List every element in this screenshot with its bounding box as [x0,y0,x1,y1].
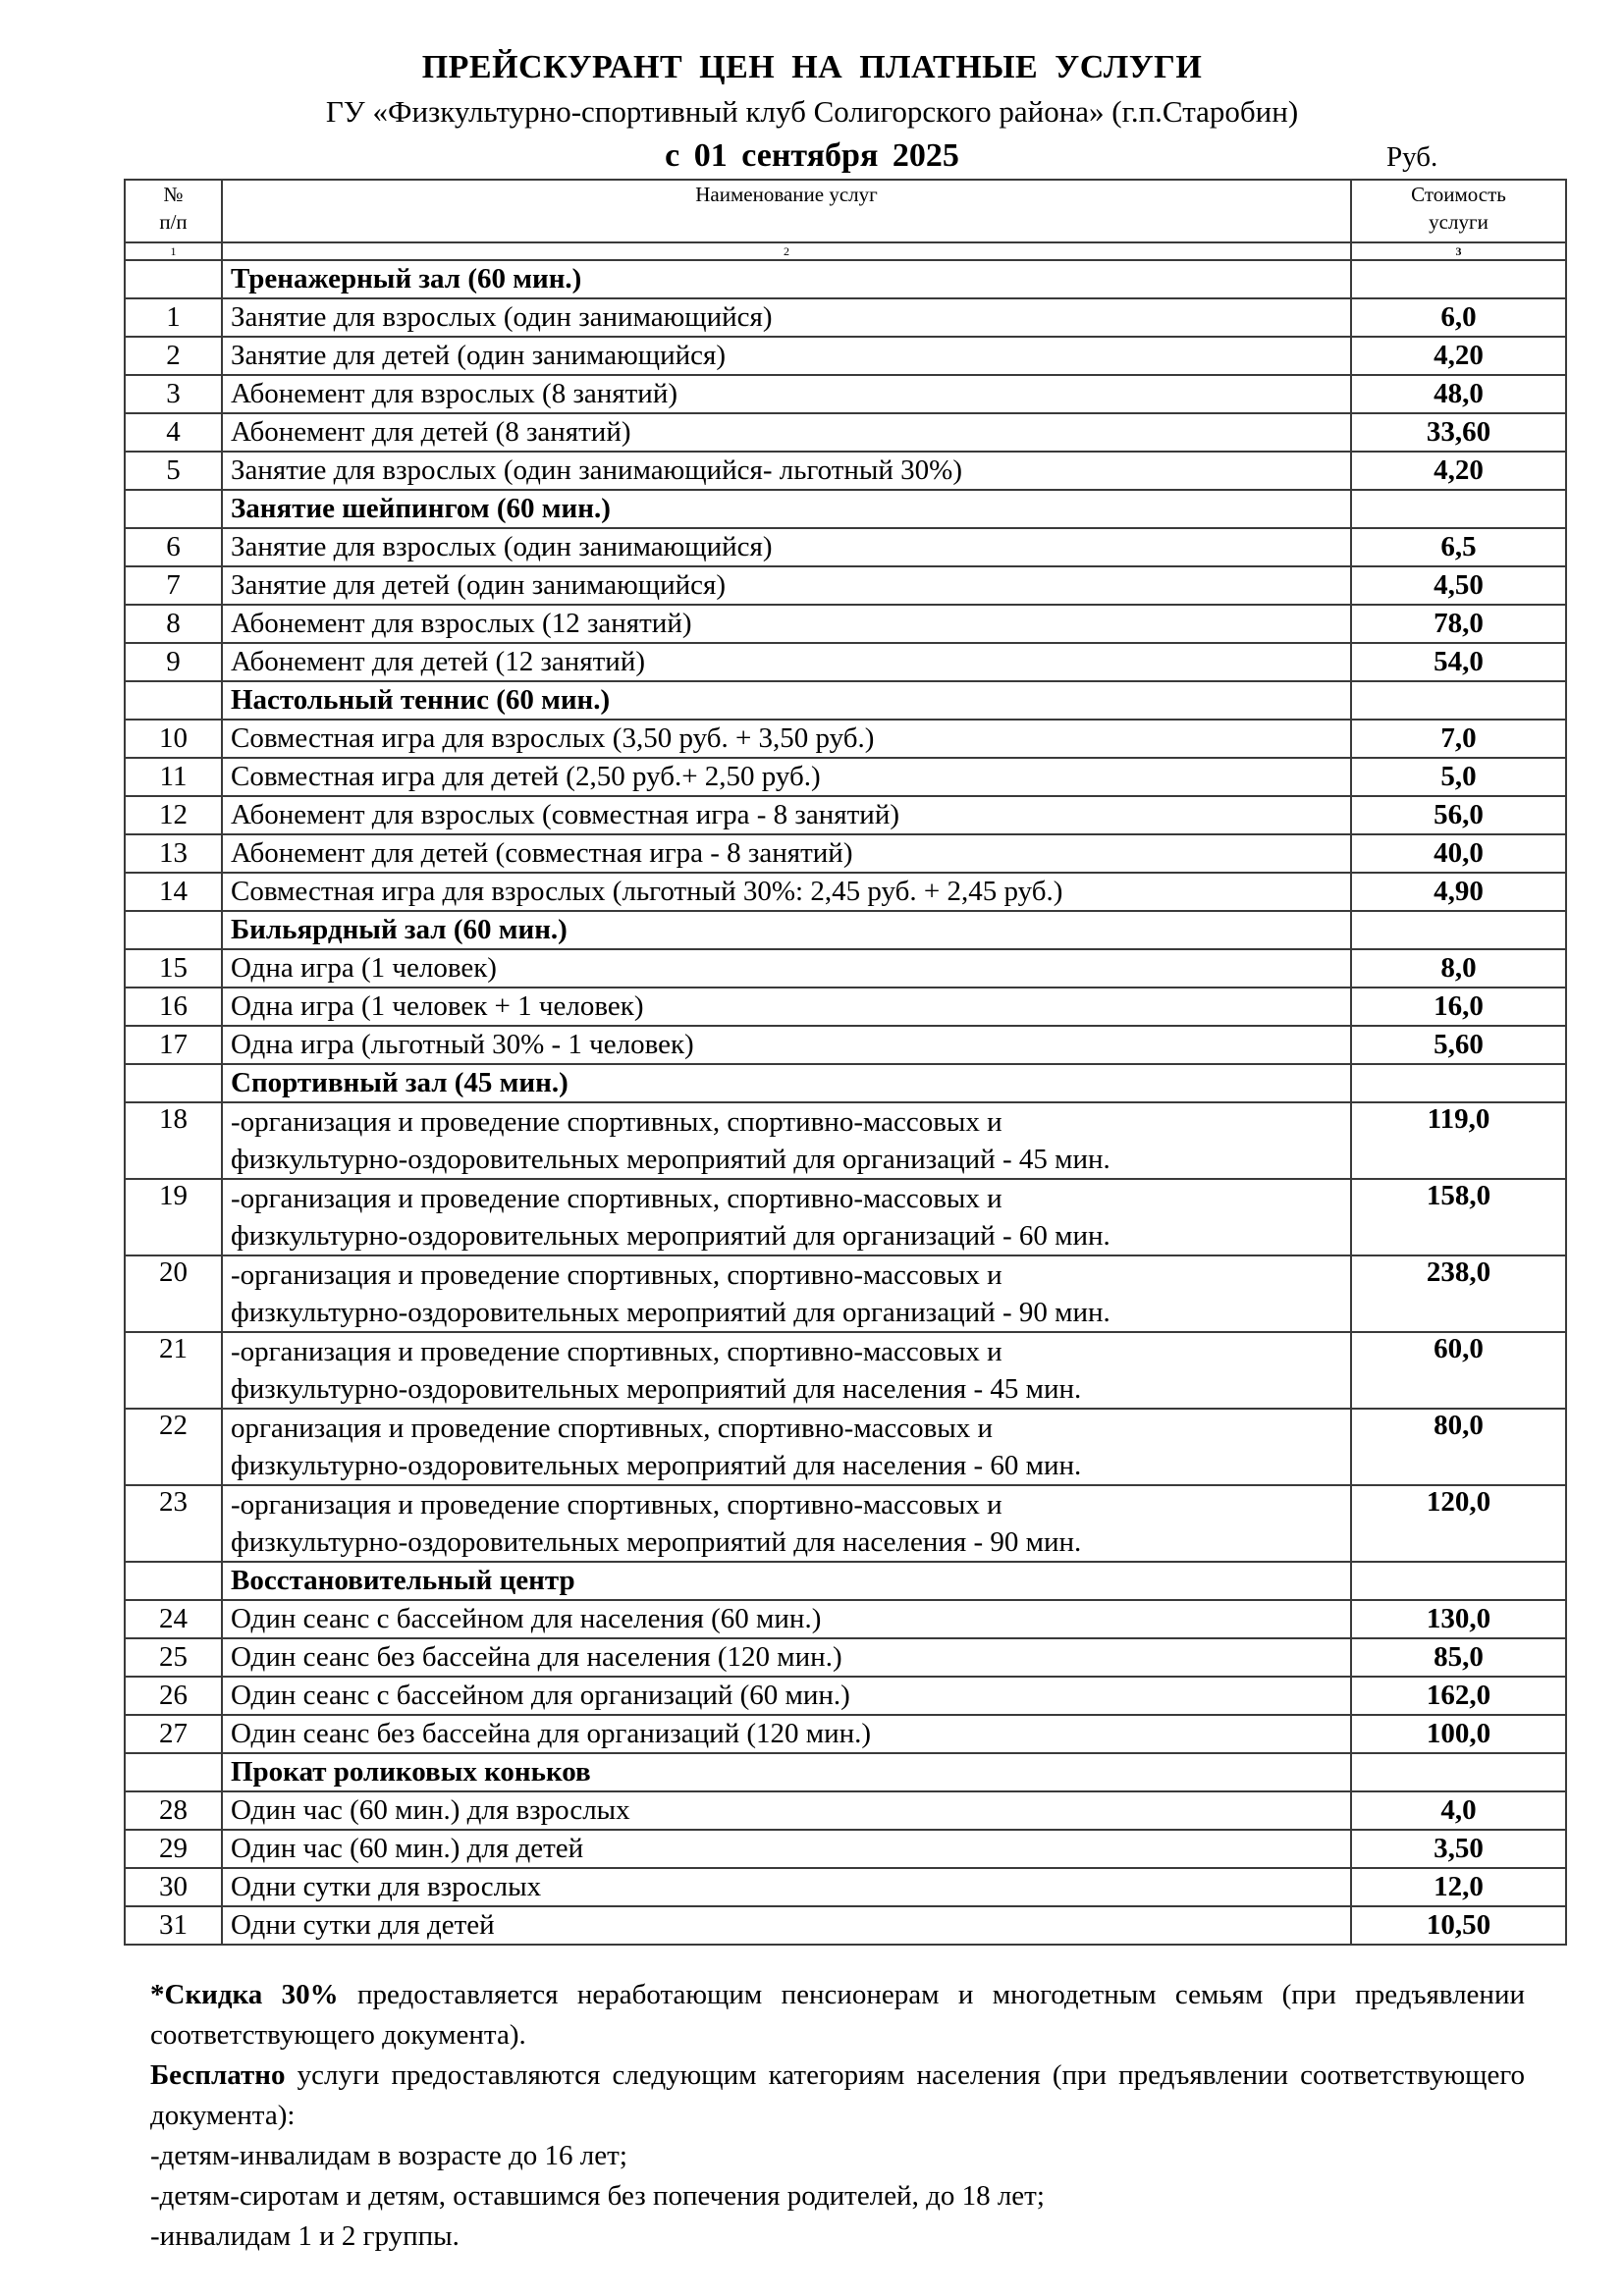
price-table-body [125,260,1566,1945]
section-title: Тренажерный зал (60 мин.) [222,260,1351,298]
service-price: 4,20 [1351,337,1566,375]
table-row [125,988,1566,1026]
service-price: 60,0 [1351,1332,1566,1409]
service-name-line1: -организация и проведение спортивных, спортивно-массовых и [231,1106,1002,1138]
table-row [125,1638,1566,1677]
service-price: 120,0 [1351,1485,1566,1562]
section-price-cell [1351,681,1566,720]
table-row [125,566,1566,605]
table-row [125,1791,1566,1830]
row-number: 18 [125,1102,222,1179]
row-number: 16 [125,988,222,1026]
row-number: 6 [125,528,222,566]
service-price: 5,0 [1351,758,1566,796]
row-number: 3 [125,375,222,413]
table-row [125,1830,1566,1868]
column-header-number [125,180,222,242]
row-number: 8 [125,605,222,643]
service-name: Абонемент для детей (совместная игра - 8 занятий) [222,834,1351,873]
row-number: 21 [125,1332,222,1409]
table-row [125,873,1566,911]
row-number: 28 [125,1791,222,1830]
row-number: 30 [125,1868,222,1906]
service-name: Одни сутки для детей [222,1906,1351,1945]
section-title: Прокат роликовых коньков [222,1753,1351,1791]
section-number-cell [125,1753,222,1791]
service-price: 130,0 [1351,1600,1566,1638]
service-price: 6,0 [1351,298,1566,337]
service-price: 33,60 [1351,413,1566,452]
service-name-line2: физкультурно-оздоровительных мероприятий для организаций - 60 мин. [231,1220,1110,1252]
free-category-item: -детям-сиротам и детям, оставшимся без попечения родителей, до 18 лет; [150,2180,1045,2212]
section-price-cell [1351,1064,1566,1102]
service-name: Совместная игра для детей (2,50 руб.+ 2,50 руб.) [222,758,1351,796]
price-table [124,179,1567,1946]
notes-block [150,1975,1525,2257]
section-number-cell [125,1562,222,1600]
service-price: 56,0 [1351,796,1566,834]
row-number: 25 [125,1638,222,1677]
row-number: 24 [125,1600,222,1638]
service-name: Один час (60 мин.) для детей [222,1830,1351,1868]
currency-label: Руб. [1386,141,1438,173]
row-number: 27 [125,1715,222,1753]
section-number-cell [125,490,222,528]
row-number: 29 [125,1830,222,1868]
service-price: 6,5 [1351,528,1566,566]
service-name [222,1485,1351,1562]
row-number: 23 [125,1485,222,1562]
table-row [125,720,1566,758]
table-row [125,1485,1566,1562]
service-name: Абонемент для детей (8 занятий) [222,413,1351,452]
service-name: Абонемент для взрослых (8 занятий) [222,375,1351,413]
column-header-number-line2: п/п [159,210,188,234]
service-price: 4,50 [1351,566,1566,605]
free-services-note [150,2056,1525,2136]
row-number: 15 [125,949,222,988]
service-price: 119,0 [1351,1102,1566,1179]
service-price: 8,0 [1351,949,1566,988]
row-number: 4 [125,413,222,452]
service-name: Занятие для взрослых (один занимающийся- льготный 30%) [222,452,1351,490]
table-row [125,758,1566,796]
table-row [125,1868,1566,1906]
service-price: 48,0 [1351,375,1566,413]
service-name: Один сеанс с бассейном для населения (60 мин.) [222,1600,1351,1638]
section-title: Настольный теннис (60 мин.) [222,681,1351,720]
table-row [125,1409,1566,1485]
row-number: 7 [125,566,222,605]
section-header-row [125,490,1566,528]
row-number: 9 [125,643,222,681]
column-header-service [222,180,1351,242]
table-row [125,1677,1566,1715]
table-row [125,834,1566,873]
table-row [125,337,1566,375]
row-number: 11 [125,758,222,796]
service-price: 3,50 [1351,1830,1566,1868]
column-header-price-line2: услуги [1429,210,1489,234]
row-number: 2 [125,337,222,375]
table-row [125,1906,1566,1945]
discount-note-bold: *Скидка 30% [150,1979,339,2010]
row-number: 17 [125,1026,222,1064]
column-header-price-line1: Стоимость [1411,183,1506,206]
section-title: Восстановительный центр [222,1562,1351,1600]
table-row [125,605,1566,643]
section-price-cell [1351,1562,1566,1600]
service-price: 85,0 [1351,1638,1566,1677]
service-price: 5,60 [1351,1026,1566,1064]
service-name: Занятие для детей (один занимающийся) [222,337,1351,375]
service-name-line1: -организация и проведение спортивных, спортивно-массовых и [231,1183,1002,1214]
table-row [125,1255,1566,1332]
row-number: 20 [125,1255,222,1332]
table-row [125,949,1566,988]
service-name: Абонемент для детей (12 занятий) [222,643,1351,681]
row-number: 19 [125,1179,222,1255]
table-row [125,796,1566,834]
service-price: 80,0 [1351,1409,1566,1485]
service-price: 238,0 [1351,1255,1566,1332]
service-name [222,1102,1351,1179]
table-row [125,413,1566,452]
row-number: 10 [125,720,222,758]
table-row [125,1332,1566,1409]
column-index-3: 3 [1351,242,1566,260]
section-header-row [125,681,1566,720]
service-name-line1: -организация и проведение спортивных, спортивно-массовых и [231,1336,1002,1367]
service-name: Один сеанс без бассейна для организаций (120 мин.) [222,1715,1351,1753]
service-price: 100,0 [1351,1715,1566,1753]
table-row [125,1026,1566,1064]
service-name: Одни сутки для взрослых [222,1868,1351,1906]
service-name [222,1332,1351,1409]
service-name: Одна игра (1 человек) [222,949,1351,988]
column-header-number-line1: № [163,183,184,206]
row-number: 13 [125,834,222,873]
column-header-price [1351,180,1566,242]
service-price: 40,0 [1351,834,1566,873]
section-price-cell [1351,1753,1566,1791]
table-row [125,1715,1566,1753]
table-row [125,1179,1566,1255]
row-number: 5 [125,452,222,490]
service-price: 4,0 [1351,1791,1566,1830]
service-name-line1: -организация и проведение спортивных, спортивно-массовых и [231,1259,1002,1291]
service-price: 16,0 [1351,988,1566,1026]
service-name: Совместная игра для взрослых (льготный 30%: 2,45 руб. + 2,45 руб.) [222,873,1351,911]
section-header-row [125,1562,1566,1600]
section-header-row [125,911,1566,949]
service-price: 4,20 [1351,452,1566,490]
service-name-line1: организация и проведение спортивных, спортивно-массовых и [231,1413,994,1444]
service-name: Один сеанс без бассейна для населения (120 мин.) [222,1638,1351,1677]
service-name-line2: физкультурно-оздоровительных мероприятий для организаций - 90 мин. [231,1297,1110,1328]
discount-note [150,1975,1525,2056]
section-title: Бильярдный зал (60 мин.) [222,911,1351,949]
service-price: 162,0 [1351,1677,1566,1715]
document-title: ПРЕЙСКУРАНТ ЦЕН НА ПЛАТНЫЕ УСЛУГИ [421,49,1203,85]
section-header-row [125,260,1566,298]
effective-date: с 01 сентября 2025 [665,137,959,174]
column-index-1: 1 [125,242,222,260]
service-name: Занятие для взрослых (один занимающийся) [222,298,1351,337]
service-name: Один час (60 мин.) для взрослых [222,1791,1351,1830]
section-price-cell [1351,911,1566,949]
service-name-line2: физкультурно-оздоровительных мероприятий для населения - 90 мин. [231,1526,1082,1558]
discount-note-text: предоставляется неработающим пенсионерам и многодетным семьям (при предъявлении соответствующего документа). [150,1979,1525,2051]
row-number: 14 [125,873,222,911]
service-name: Занятие для детей (один занимающийся) [222,566,1351,605]
column-index-row [125,242,1566,260]
service-name [222,1409,1351,1485]
service-price: 158,0 [1351,1179,1566,1255]
table-row [125,298,1566,337]
service-name: Совместная игра для взрослых (3,50 руб. + 3,50 руб.) [222,720,1351,758]
service-name [222,1255,1351,1332]
service-price: 78,0 [1351,605,1566,643]
table-row [125,528,1566,566]
table-row [125,375,1566,413]
section-number-cell [125,1064,222,1102]
column-header-service-label: Наименование услуг [695,183,878,206]
free-category-item: -детям-инвалидам в возрасте до 16 лет; [150,2140,627,2171]
section-number-cell [125,681,222,720]
organization-name: ГУ «Физкультурно-спортивный клуб Солигорского района» (г.п.Старобин) [325,94,1299,129]
service-name: Один сеанс с бассейном для организаций (60 мин.) [222,1677,1351,1715]
service-name-line1: -организация и проведение спортивных, спортивно-массовых и [231,1489,1002,1521]
service-name-line2: физкультурно-оздоровительных мероприятий для организаций - 45 мин. [231,1144,1110,1175]
row-number: 1 [125,298,222,337]
service-name-line2: физкультурно-оздоровительных мероприятий для населения - 60 мин. [231,1450,1082,1481]
service-name: Одна игра (льготный 30% - 1 человек) [222,1026,1351,1064]
service-name: Занятие для взрослых (один занимающийся) [222,528,1351,566]
table-row [125,643,1566,681]
service-price: 4,90 [1351,873,1566,911]
service-price: 12,0 [1351,1868,1566,1906]
row-number: 26 [125,1677,222,1715]
section-title: Занятие шейпингом (60 мин.) [222,490,1351,528]
section-header-row [125,1753,1566,1791]
row-number: 22 [125,1409,222,1485]
table-row [125,1102,1566,1179]
free-services-note-bold: Бесплатно [150,2059,286,2091]
service-name: Абонемент для взрослых (совместная игра - 8 занятий) [222,796,1351,834]
service-price: 7,0 [1351,720,1566,758]
section-header-row [125,1064,1566,1102]
section-number-cell [125,911,222,949]
service-price: 54,0 [1351,643,1566,681]
service-price: 10,50 [1351,1906,1566,1945]
section-price-cell [1351,260,1566,298]
table-header-row [125,180,1566,242]
service-name-line2: физкультурно-оздоровительных мероприятий для населения - 45 мин. [231,1373,1082,1405]
section-price-cell [1351,490,1566,528]
service-name [222,1179,1351,1255]
free-services-note-text: услуги предоставляются следующим категориям населения (при предъявлении соответствующего документа): [150,2059,1525,2131]
table-row [125,452,1566,490]
section-number-cell [125,260,222,298]
row-number: 31 [125,1906,222,1945]
service-name: Абонемент для взрослых (12 занятий) [222,605,1351,643]
row-number: 12 [125,796,222,834]
column-index-2: 2 [222,242,1351,260]
free-category-item: -инвалидам 1 и 2 группы. [150,2220,460,2252]
table-row [125,1600,1566,1638]
section-title: Спортивный зал (45 мин.) [222,1064,1351,1102]
service-name: Одна игра (1 человек + 1 человек) [222,988,1351,1026]
